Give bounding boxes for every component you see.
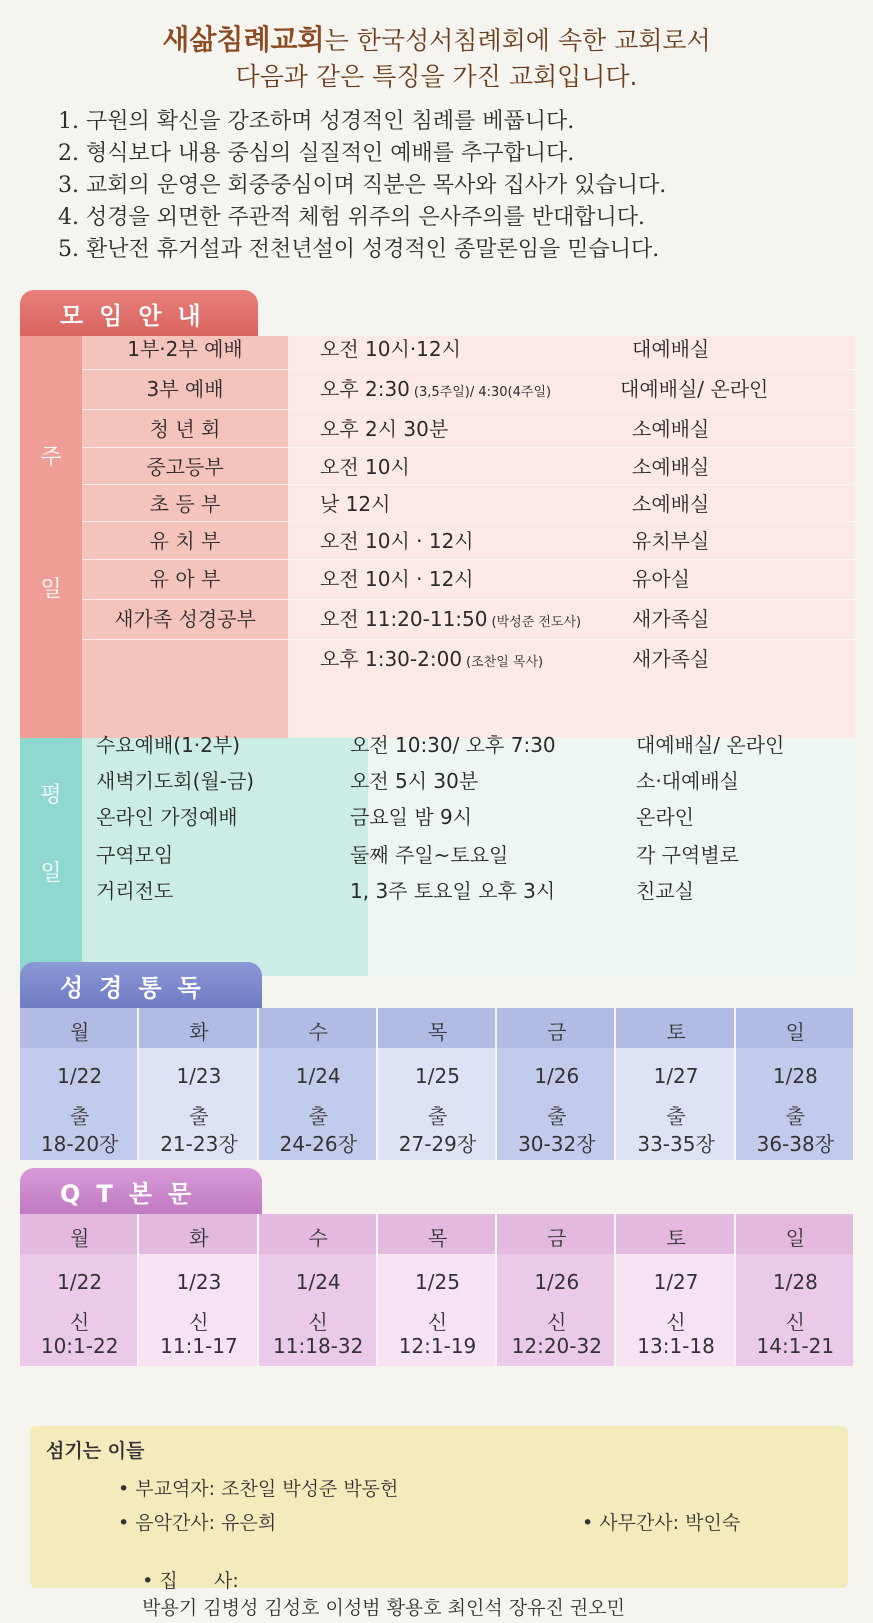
passage-label: 11:1-17	[160, 1334, 238, 1358]
book-label: 출	[427, 1104, 448, 1128]
bible-reading-table	[20, 1008, 855, 1160]
meeting-name: 새벽기도회(월-금)	[96, 768, 255, 793]
meeting-name: 중고등부	[146, 454, 224, 479]
day-label: 수	[308, 1020, 328, 1044]
deacons-label: • 집 사:	[142, 1570, 239, 1592]
meeting-name: 구역모임	[96, 842, 174, 867]
office-staff-row	[582, 1508, 740, 1535]
meeting-time: 오전 5시 30분	[350, 768, 479, 793]
passage-label: 33-35장	[637, 1132, 715, 1156]
meeting-time-main: 오후 2시 30분	[320, 416, 449, 441]
meeting-time	[320, 643, 543, 672]
passage-label: 24-26장	[279, 1132, 357, 1156]
meeting-name: 온라인 가정예배	[96, 804, 238, 829]
sunday-label-char: 주	[40, 445, 62, 470]
weekday-row	[0, 870, 873, 908]
sunday-row	[0, 328, 873, 366]
meeting-time-main: 오후 1:30-2:00	[320, 646, 463, 671]
book-label: 신	[427, 1310, 448, 1334]
sunday-row	[0, 483, 873, 521]
sunday-row	[0, 408, 873, 446]
intro-line-1	[0, 22, 873, 59]
meeting-time-main: 오전 10시	[320, 454, 410, 479]
assistant-pastors-label: • 부교역자:	[118, 1478, 216, 1500]
meeting-time-main: 오전 10시 · 12시	[320, 566, 474, 591]
servants-box	[30, 1426, 848, 1619]
sunday-row	[0, 598, 873, 636]
meeting-time-note: (3,5주일)/ 4:30(4주일)	[413, 384, 552, 400]
meeting-name: 거리전도	[96, 878, 174, 903]
meeting-name: 청 년 회	[149, 416, 221, 441]
day-label: 월	[69, 1226, 90, 1250]
date-label: 1/22	[57, 1064, 103, 1088]
meeting-time: 오전 10:30/ 오후 7:30	[350, 732, 556, 757]
date-label: 1/26	[534, 1270, 580, 1294]
deacons-row	[118, 1544, 625, 1623]
row-divider	[82, 559, 855, 560]
meeting-time: 1, 3주 토요일 오후 3시	[350, 878, 556, 903]
meeting-time	[320, 451, 414, 480]
row-divider	[82, 447, 855, 448]
music-staff-row	[118, 1508, 276, 1535]
weekday-row	[0, 834, 873, 872]
sunday-label-char: 일	[40, 577, 62, 602]
sunday-row	[0, 520, 873, 558]
day-label: 일	[785, 1020, 805, 1044]
date-label: 1/23	[176, 1270, 222, 1294]
book-label: 신	[547, 1310, 567, 1334]
meeting-time	[320, 525, 478, 554]
sunday-row	[0, 368, 873, 406]
day-label: 수	[308, 1226, 328, 1250]
date-label: 1/22	[57, 1270, 103, 1294]
row-divider	[82, 409, 855, 410]
passage-label: 21-23장	[160, 1132, 238, 1156]
feature-item: 5. 환난전 휴거설과 전천년설이 성경적인 종말론임을 믿습니다.	[58, 237, 660, 262]
passage-label: 13:1-18	[637, 1334, 715, 1358]
meeting-time	[320, 333, 465, 362]
meeting-name: 수요예배(1·2부)	[96, 732, 241, 757]
date-label: 1/27	[653, 1270, 699, 1294]
date-label: 1/27	[653, 1064, 699, 1088]
passage-label: 14:1-21	[756, 1334, 835, 1358]
feature-item: 4. 성경을 외면한 주관적 체험 위주의 은사주의를 반대합니다.	[58, 205, 645, 230]
sunday-row	[0, 446, 873, 484]
intro-line-1-rest: 는 한국성서침례회에 속한 교회로서	[324, 26, 711, 55]
meeting-place: 각 구역별로	[636, 842, 739, 867]
meeting-time-note: (박성준 전도사)	[491, 614, 582, 630]
meetings-tab: 모임안내	[20, 290, 258, 336]
weekday-row	[0, 796, 873, 834]
meeting-place: 유치부실	[632, 528, 710, 553]
day-label: 토	[666, 1020, 686, 1044]
deacons-names: 박용기 김병성 김성호 이성범 황용호 최인석 장유진 권오민	[142, 1597, 625, 1619]
passage-label: 12:1-19	[398, 1334, 477, 1358]
meeting-place: 새가족실	[632, 646, 710, 671]
meeting-time-main: 오전 11:20-11:50	[320, 606, 488, 631]
meeting-time-main: 오전 10시 · 12시	[320, 528, 474, 553]
feature-item: 1. 구원의 확신을 강조하며 성경적인 침례를 베풉니다.	[58, 109, 575, 134]
meeting-place: 소예배실	[632, 491, 710, 516]
date-label: 1/24	[295, 1270, 341, 1294]
music-staff-names: 유은희	[221, 1512, 277, 1534]
date-label: 1/25	[415, 1064, 460, 1088]
day-label: 목	[427, 1020, 448, 1044]
meeting-place: 친교실	[636, 878, 694, 903]
book-label: 신	[308, 1310, 328, 1334]
meeting-time	[320, 603, 581, 632]
weekday-label-char: 일	[40, 861, 62, 886]
office-staff-label: • 사무간사:	[582, 1512, 680, 1534]
book-label: 신	[666, 1310, 686, 1334]
passage-label: 36-38장	[756, 1132, 835, 1156]
meeting-time: 둘째 주일~토요일	[350, 842, 509, 867]
row-divider	[82, 521, 855, 522]
meeting-time	[320, 373, 551, 402]
meeting-time	[320, 413, 452, 442]
day-label: 화	[189, 1226, 209, 1250]
meeting-place: 대예배실/ 온라인	[620, 376, 769, 401]
date-label: 1/25	[415, 1270, 460, 1294]
assistant-pastors-names: 조찬일 박성준 박동헌	[221, 1478, 399, 1500]
book-label: 출	[69, 1104, 90, 1128]
intro	[0, 22, 873, 95]
date-label: 1/26	[534, 1064, 580, 1088]
meeting-place: 소·대예배실	[636, 768, 739, 793]
day-label: 금	[547, 1020, 567, 1044]
meeting-time-main: 오후 2:30	[320, 376, 410, 401]
meeting-place: 유아실	[632, 566, 690, 591]
feature-item: 3. 교회의 운영은 회중중심이며 직분은 목사와 집사가 있습니다.	[58, 173, 667, 198]
intro-line-2: 다음과 같은 특징을 가진 교회입니다.	[235, 62, 638, 91]
meeting-place: 대예배실	[632, 336, 710, 361]
meeting-name: 유 치 부	[149, 528, 221, 553]
meeting-name: 초 등 부	[149, 491, 221, 516]
day-label: 토	[666, 1226, 686, 1250]
day-label: 월	[69, 1020, 90, 1044]
passage-label: 12:20-32	[511, 1334, 602, 1358]
date-label: 1/28	[772, 1270, 818, 1294]
meeting-time: 금요일 밤 9시	[350, 804, 473, 829]
weekday-row	[0, 760, 873, 798]
meeting-place: 소예배실	[632, 454, 710, 479]
assistant-pastors-row	[118, 1474, 398, 1501]
book-label: 신	[189, 1310, 209, 1334]
feature-list	[58, 106, 858, 266]
meeting-name: 유 아 부	[149, 566, 221, 591]
book-label: 출	[308, 1104, 328, 1128]
weekday-label-char: 평	[40, 783, 62, 808]
row-divider	[82, 639, 855, 640]
sunday-row	[0, 638, 873, 676]
meeting-time-main: 낮 12시	[320, 491, 391, 516]
meeting-time-main: 오전 10시·12시	[320, 336, 461, 361]
servants-title: 섬기는 이들	[46, 1440, 145, 1462]
church-name: 새삶침례교회	[162, 23, 325, 56]
meeting-place: 소예배실	[632, 416, 710, 441]
day-label: 금	[547, 1226, 567, 1250]
office-staff-names: 박인숙	[685, 1512, 741, 1534]
feature-item: 2. 형식보다 내용 중심의 실질적인 예배를 추구합니다.	[58, 141, 575, 166]
meeting-time	[320, 488, 394, 517]
book-label: 출	[666, 1104, 686, 1128]
meeting-place: 새가족실	[632, 606, 710, 631]
passage-label: 30-32장	[518, 1132, 596, 1156]
date-label: 1/23	[176, 1064, 222, 1088]
day-label: 일	[785, 1226, 805, 1250]
date-label: 1/24	[295, 1064, 341, 1088]
meeting-time-note: (조찬일 목사)	[466, 654, 544, 670]
meeting-name: 3부 예배	[146, 376, 224, 401]
meeting-name: 새가족 성경공부	[114, 606, 256, 631]
bible-reading-tab: 성경통독	[20, 962, 262, 1008]
weekday-row	[0, 724, 873, 762]
book-label: 출	[189, 1104, 209, 1128]
qt-table	[20, 1214, 855, 1366]
passage-label: 18-20장	[40, 1132, 119, 1156]
passage-label: 27-29장	[398, 1132, 477, 1156]
passage-label: 11:18-32	[273, 1334, 364, 1358]
row-divider	[82, 484, 855, 485]
date-label: 1/28	[772, 1064, 818, 1088]
day-label: 목	[427, 1226, 448, 1250]
row-divider	[82, 369, 855, 370]
music-staff-label: • 음악간사:	[118, 1512, 216, 1534]
day-label: 화	[189, 1020, 209, 1044]
sunday-row	[0, 558, 873, 596]
book-label: 신	[785, 1310, 805, 1334]
book-label: 신	[69, 1310, 90, 1334]
row-divider	[82, 599, 855, 600]
meeting-place: 온라인	[636, 804, 694, 829]
meeting-place: 대예배실/ 온라인	[636, 732, 785, 757]
book-label: 출	[785, 1104, 805, 1128]
book-label: 출	[547, 1104, 567, 1128]
passage-label: 10:1-22	[40, 1334, 119, 1358]
meeting-name: 1부·2부 예배	[127, 336, 243, 361]
meeting-time	[320, 563, 478, 592]
qt-tab: QT본문	[20, 1168, 262, 1214]
